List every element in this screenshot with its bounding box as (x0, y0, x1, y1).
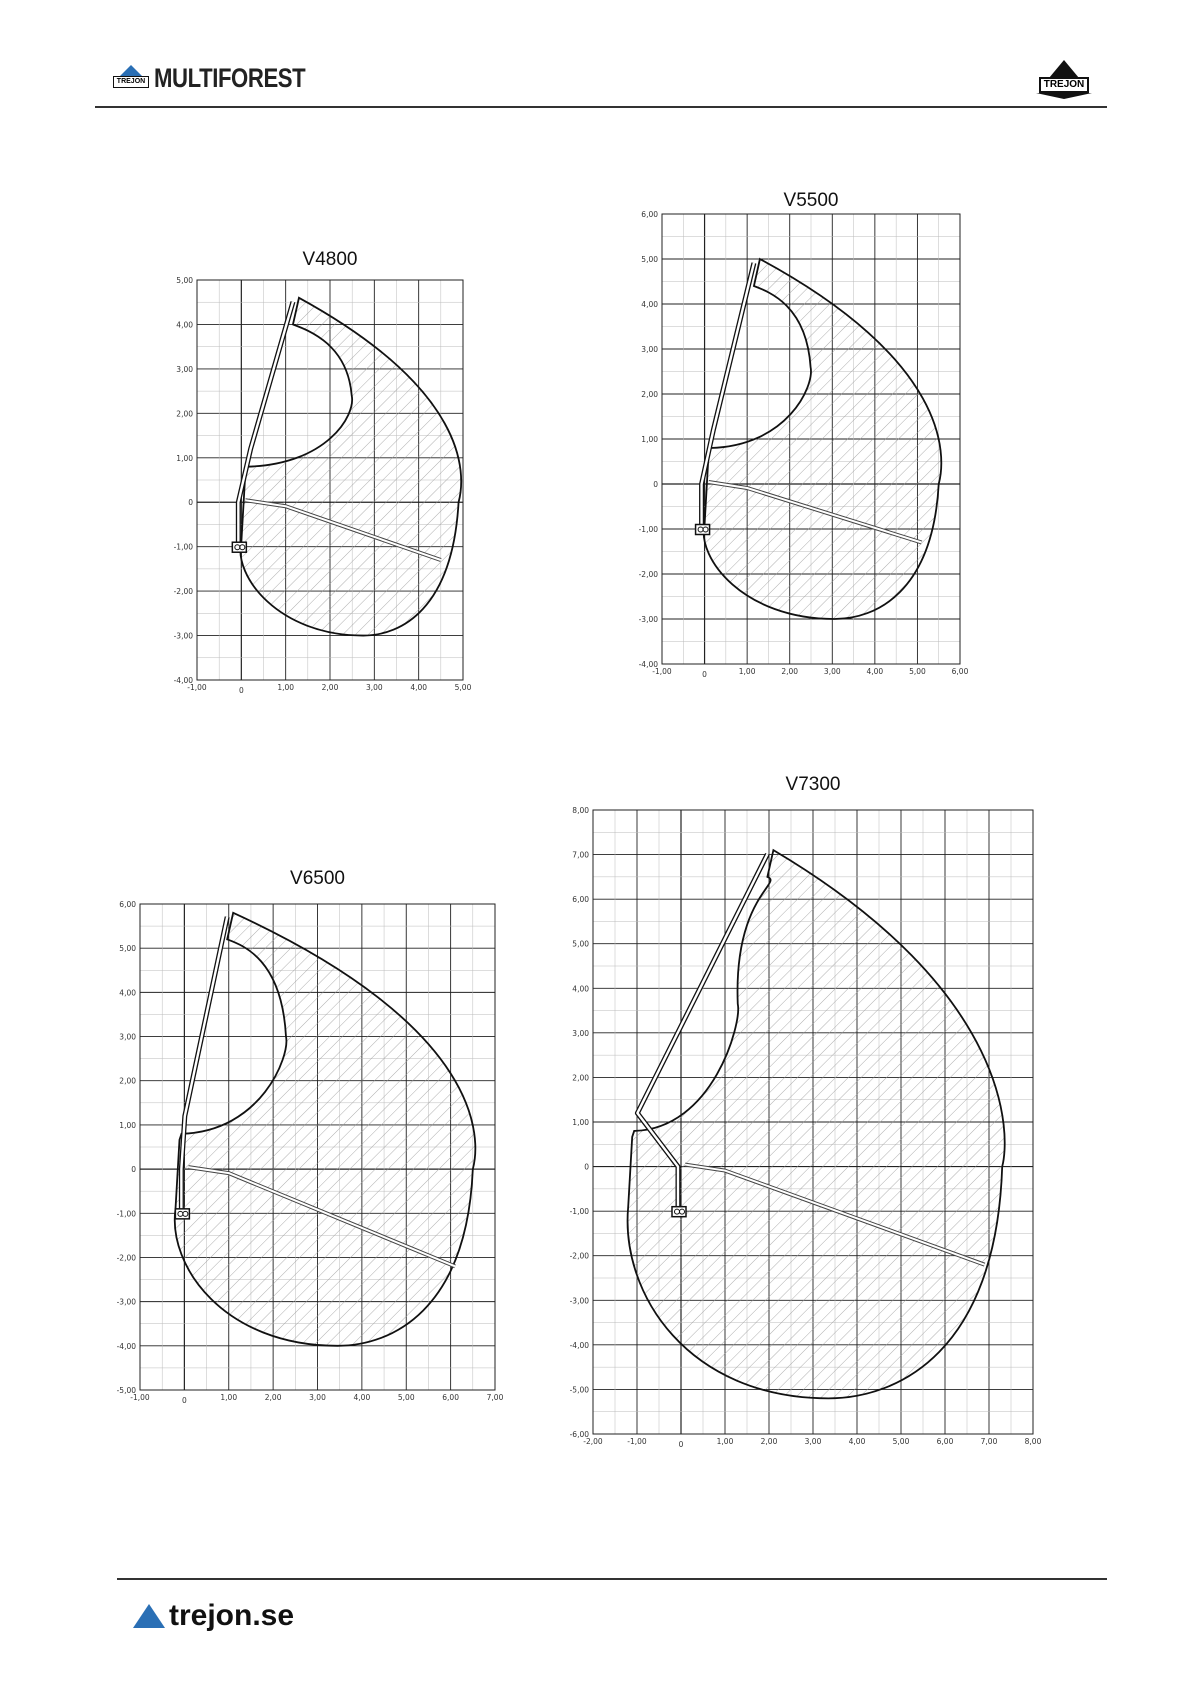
x-tick-label: 1,00 (716, 1437, 734, 1446)
x-tick-label: 3,00 (365, 683, 383, 692)
diagram-title: V6500 (290, 868, 345, 889)
triangle-icon (133, 1604, 165, 1628)
x-tick-label: 2,00 (781, 667, 799, 676)
trejon-logo (1036, 60, 1092, 102)
x-tick-label: 2,00 (264, 1393, 282, 1402)
x-tick-label: 6,00 (951, 667, 969, 676)
y-tick-label: -2,00 (116, 1253, 136, 1263)
y-tick-label: -5,00 (569, 1385, 589, 1395)
y-tick-label: 3,00 (119, 1032, 136, 1042)
reach-envelope (240, 298, 461, 636)
x-tick-label: 2,00 (760, 1437, 778, 1446)
footer-divider (117, 1578, 1107, 1580)
reach-diagram-v6500 (116, 868, 546, 1448)
diagram-title: V7300 (785, 774, 841, 795)
y-tick-label: 0 (131, 1165, 136, 1175)
y-tick-label: 4,00 (641, 300, 658, 309)
y-tick-label: -2,00 (569, 1251, 589, 1261)
y-tick-label: 4,00 (119, 988, 136, 998)
page-header (0, 0, 1191, 110)
x-tick-label: 3,00 (804, 1437, 822, 1446)
y-tick-label: -6,00 (569, 1430, 589, 1439)
badge-text: TREJON (113, 76, 149, 88)
x-tick-label: 7,00 (980, 1437, 998, 1446)
y-tick-label: 5,00 (572, 939, 589, 949)
y-tick-label: 2,00 (641, 390, 658, 399)
x-tick-label: 0 (702, 670, 707, 679)
x-tick-label: 5,00 (397, 1393, 415, 1402)
x-tick-label: 5,00 (892, 1437, 910, 1446)
x-tick-label: 5,00 (454, 683, 472, 692)
x-tick-label: 1,00 (738, 667, 756, 676)
y-tick-label: 0 (653, 480, 658, 489)
y-tick-label: 6,00 (572, 895, 589, 905)
reach-diagram-v5500 (636, 192, 1016, 732)
x-tick-label: 6,00 (936, 1437, 954, 1446)
x-tick-label: -1,00 (652, 667, 672, 676)
y-tick-label: 5,00 (641, 255, 658, 264)
x-tick-label: -1,00 (130, 1393, 150, 1402)
diagram-title: V5500 (783, 190, 839, 211)
reach-envelope (628, 850, 1005, 1398)
x-tick-label: 1,00 (277, 683, 295, 692)
y-tick-label: -4,00 (569, 1340, 589, 1350)
y-tick-label: 3,00 (176, 364, 193, 374)
y-tick-label: -4,00 (116, 1341, 136, 1351)
x-tick-label: 0 (181, 1396, 187, 1405)
header-divider (95, 106, 1107, 108)
x-tick-label: 4,00 (866, 667, 884, 676)
x-tick-label: 4,00 (353, 1393, 371, 1402)
x-tick-label: 0 (678, 1440, 684, 1449)
y-tick-label: -2,00 (638, 570, 658, 579)
y-tick-label: 8,00 (572, 806, 589, 815)
y-tick-label: -3,00 (116, 1297, 136, 1307)
y-tick-label: 6,00 (641, 210, 658, 219)
y-tick-label: -4,00 (638, 660, 658, 669)
y-tick-label: 7,00 (572, 850, 589, 860)
y-tick-label: 4,00 (572, 984, 589, 994)
y-tick-label: 2,00 (119, 1076, 136, 1086)
x-tick-label: -1,00 (187, 683, 207, 692)
y-tick-label: 5,00 (176, 276, 193, 285)
y-tick-label: -1,00 (116, 1209, 136, 1219)
y-tick-label: -3,00 (569, 1296, 589, 1306)
y-tick-label: 5,00 (119, 944, 136, 954)
x-tick-label: 3,00 (309, 1393, 326, 1402)
reach-envelope (175, 913, 476, 1346)
x-tick-label: 4,00 (410, 683, 428, 692)
y-tick-label: 0 (188, 498, 193, 508)
y-tick-label: 6,00 (119, 900, 136, 909)
y-tick-label: 2,00 (572, 1073, 589, 1083)
reach-diagram-v4800 (172, 245, 512, 725)
y-tick-label: 3,00 (572, 1028, 589, 1038)
y-tick-label: -1,00 (638, 525, 658, 534)
y-tick-label: -3,00 (173, 631, 193, 641)
x-tick-label: 5,00 (909, 667, 926, 676)
website-link[interactable]: trejon.se (169, 1599, 295, 1632)
x-tick-label: 1,00 (220, 1393, 238, 1402)
diagram-title: V4800 (302, 249, 358, 270)
y-tick-label: 4,00 (176, 320, 193, 330)
y-tick-label: -4,00 (173, 676, 193, 685)
y-tick-label: -1,00 (569, 1207, 589, 1217)
x-tick-label: 3,00 (823, 667, 841, 676)
multiforest-logo (113, 64, 338, 92)
trejon-wordmark: TREJON (1039, 77, 1089, 93)
x-tick-label: 0 (238, 686, 244, 695)
x-tick-label: 8,00 (1024, 1437, 1042, 1446)
y-tick-label: 2,00 (176, 409, 193, 419)
y-tick-label: 1,00 (572, 1118, 589, 1127)
x-tick-label: 4,00 (848, 1437, 866, 1446)
y-tick-label: 1,00 (176, 453, 193, 463)
x-tick-label: 6,00 (442, 1393, 459, 1402)
x-tick-label: -2,00 (583, 1437, 603, 1446)
multiforest-wordmark: MULTIFOREST (154, 62, 306, 93)
x-tick-label: 2,00 (321, 683, 339, 692)
x-tick-label: 7,00 (486, 1393, 504, 1402)
x-tick-label: -1,00 (627, 1437, 647, 1446)
footer-logo[interactable] (133, 1599, 294, 1633)
y-tick-label: -5,00 (116, 1386, 136, 1395)
y-tick-label: -2,00 (173, 587, 193, 597)
trejon-badge-icon (113, 65, 149, 91)
y-tick-label: 1,00 (641, 435, 658, 444)
reach-diagram-v7300 (566, 774, 1088, 1494)
y-tick-label: 1,00 (119, 1120, 136, 1130)
y-tick-label: 3,00 (641, 345, 658, 354)
y-tick-label: -1,00 (173, 542, 193, 552)
y-tick-label: 0 (584, 1162, 589, 1172)
y-tick-label: -3,00 (638, 615, 658, 624)
